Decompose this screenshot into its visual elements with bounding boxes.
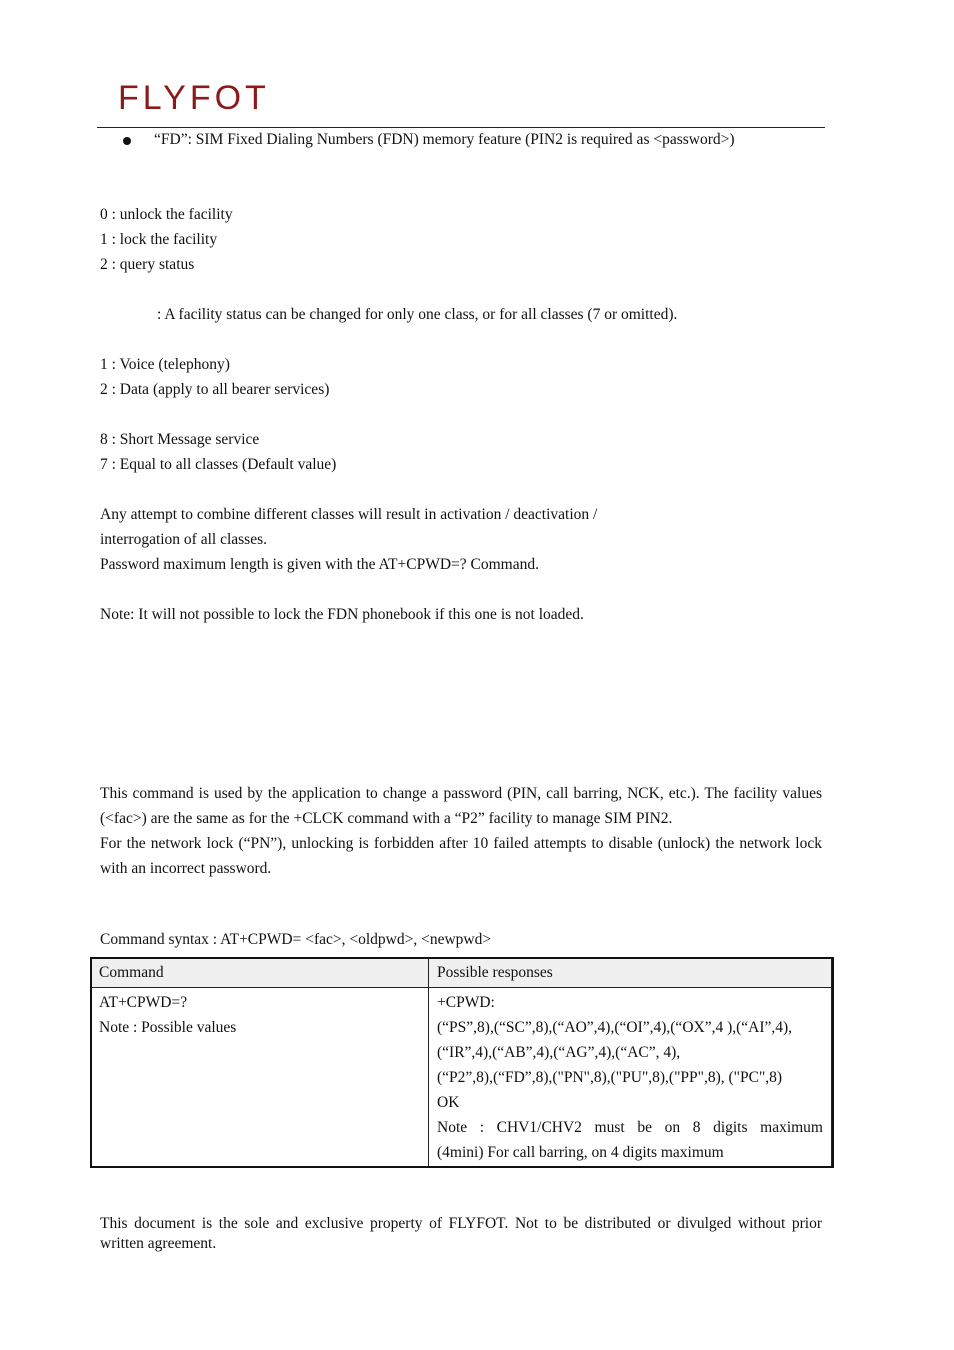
response-line-1: (“PS”,8),(“SC”,8),(“AO”,4),(“OI”,4),(“OX”,4 ),(“AI”,4), <box>437 1019 793 1036</box>
class-note: : A facility status can be changed for only one class, or for all classes (7 or omitted). <box>157 306 678 323</box>
class-item-data: 2 : Data (apply to all bearer services) <box>100 381 330 398</box>
header-rule <box>97 127 825 128</box>
header-command: Command <box>91 958 429 988</box>
class-item-sms: 8 : Short Message service <box>100 431 260 448</box>
table-row <box>91 988 832 1167</box>
combine-line-1: Any attempt to combine different classes will result in activation / deactivation / <box>100 506 598 523</box>
command-line-0: AT+CPWD=? <box>99 994 188 1011</box>
response-line-2: (“IR”,4),(“AB”,4),(“AG”,4),(“AC”, 4), <box>437 1044 681 1061</box>
header-responses: Possible responses <box>429 958 832 988</box>
command-line-1: Note : Possible values <box>99 1019 237 1036</box>
response-cell <box>429 988 832 1167</box>
response-line-6: (4mini) For call barring, on 4 digits maximum <box>437 1144 724 1161</box>
response-line-4: OK <box>437 1094 460 1111</box>
class-item-voice: 1 : Voice (telephony) <box>100 356 230 373</box>
mode-item-2: 2 : query status <box>100 256 195 273</box>
combine-line-2: interrogation of all classes. <box>100 531 268 548</box>
bullet-dot-icon <box>123 137 131 145</box>
command-table <box>90 957 832 1167</box>
command-cell <box>91 988 429 1167</box>
response-line-3: (“P2”,8),(“FD”,8),("PN",8),("PU",8),("PP",8), ("PC",8) <box>437 1069 783 1086</box>
fd-bullet-text: “FD”: SIM Fixed Dialing Numbers (FDN) memory feature (PIN2 is required as <password>) <box>154 131 735 148</box>
response-line-0: +CPWD: <box>437 994 495 1011</box>
command-syntax: Command syntax : AT+CPWD= <fac>, <oldpwd>, <newpwd> <box>100 931 492 948</box>
table-header-row <box>91 958 832 988</box>
mode-item-1: 1 : lock the facility <box>100 231 218 248</box>
class-item-all: 7 : Equal to all classes (Default value) <box>100 456 337 473</box>
fdn-note: Note: It will not possible to lock the FDN phonebook if this one is not loaded. <box>100 606 584 623</box>
combine-line-3: Password maximum length is given with the AT+CPWD=? Command. <box>100 556 539 573</box>
mode-item-0: 0 : unlock the facility <box>100 206 233 223</box>
flyfot-logo <box>118 80 318 116</box>
description-paragraph-2: For the network lock (“PN”), unlocking is forbidden after 10 failed attempts to disable (unlock) the network lock with an incorrect password. <box>100 835 822 877</box>
logo-text: FLYFOT <box>118 80 270 116</box>
footer-notice: This document is the sole and exclusive property of FLYFOT. Not to be distributed or divulged without prior written agreement. <box>100 1215 822 1252</box>
description-paragraph-1: This command is used by the application to change a password (PIN, call barring, NCK, etc.). The facility values (<fac>) are the same as for the +CLCK command with a “P2” facility to manage SIM PIN2. <box>100 785 822 827</box>
response-line-5: Note : CHV1/CHV2 must be on 8 digits maximum <box>437 1119 823 1136</box>
